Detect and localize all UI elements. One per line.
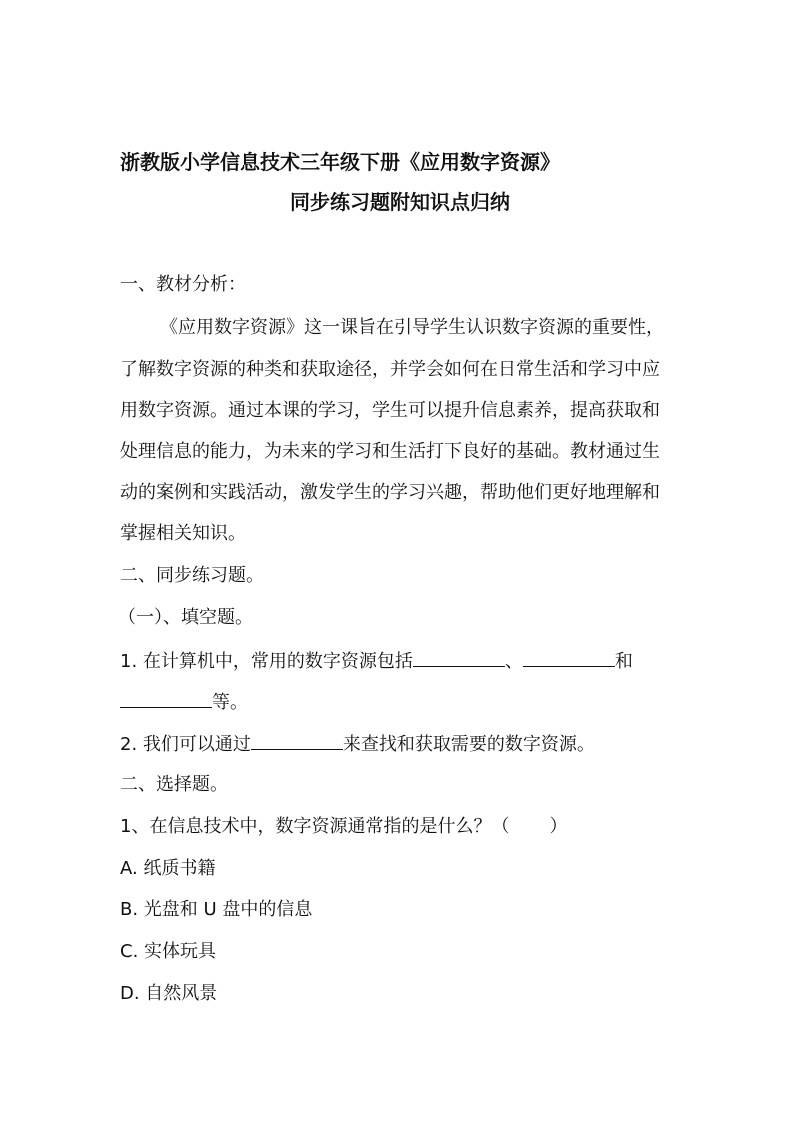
fill-question-2: [120, 731, 595, 757]
document-title-line2: 同步练习题附知识点归纳: [290, 190, 510, 214]
document-title-line1: 浙教版小学信息技术三年级下册《应用数字资源》: [120, 150, 560, 174]
separator: 、: [504, 651, 523, 672]
section-heading-exercises: 二、同步练习题。: [120, 565, 264, 586]
and-text: 和: [614, 651, 633, 672]
analysis-line-3: 用数字资源。通过本课的学习，学生可以提升信息素养，提高获取和: [120, 400, 660, 421]
fill-question-1: [120, 648, 633, 674]
choice-question-1-text: 1、在信息技术中，数字资源通常指的是什么？（: [120, 816, 510, 837]
analysis-line-2: 了解数字资源的种类和获取途径，并学会如何在日常生活和学习中应: [120, 359, 660, 380]
analysis-line-5: 动的案例和实践活动，激发学生的学习兴趣，帮助他们更好地理解和: [120, 482, 660, 503]
choice-question-1: [120, 815, 567, 839]
answer-blank-4[interactable]: [251, 731, 343, 750]
choice-option-c: C. 实体玩具: [120, 941, 217, 962]
analysis-line-4: 处理信息的能力，为未来的学习和生活打下良好的基础。教材通过生: [120, 441, 660, 462]
fill-question-2-suffix: 来查找和获取需要的数字资源。: [342, 734, 595, 755]
choice-question-1-close: ）: [549, 816, 568, 837]
answer-blank-3[interactable]: [120, 689, 212, 708]
answer-blank-1[interactable]: [413, 648, 505, 667]
choice-option-b: B. 光盘和 U 盘中的信息: [120, 899, 313, 920]
section-heading-analysis: 一、教材分析：: [120, 274, 246, 295]
fill-question-1-prefix: 1. 在计算机中，常用的数字资源包括: [120, 651, 413, 672]
analysis-line-6: 掌握相关知识。: [120, 523, 246, 544]
fill-blank-heading: （一）、填空题。: [118, 607, 253, 628]
choice-option-a: A. 纸质书籍: [120, 858, 216, 879]
section-heading-choice: 二、选择题。: [120, 774, 228, 795]
answer-blank-2[interactable]: [523, 648, 615, 667]
analysis-line-1: 《应用数字资源》这一课旨在引导学生认识数字资源的重要性，: [160, 317, 664, 338]
fill-question-1-continued: [120, 689, 248, 715]
fill-question-1-suffix: 等。: [212, 692, 248, 713]
fill-question-2-prefix: 2. 我们可以通过: [120, 734, 251, 755]
choice-option-d: D. 自然风景: [120, 983, 218, 1004]
